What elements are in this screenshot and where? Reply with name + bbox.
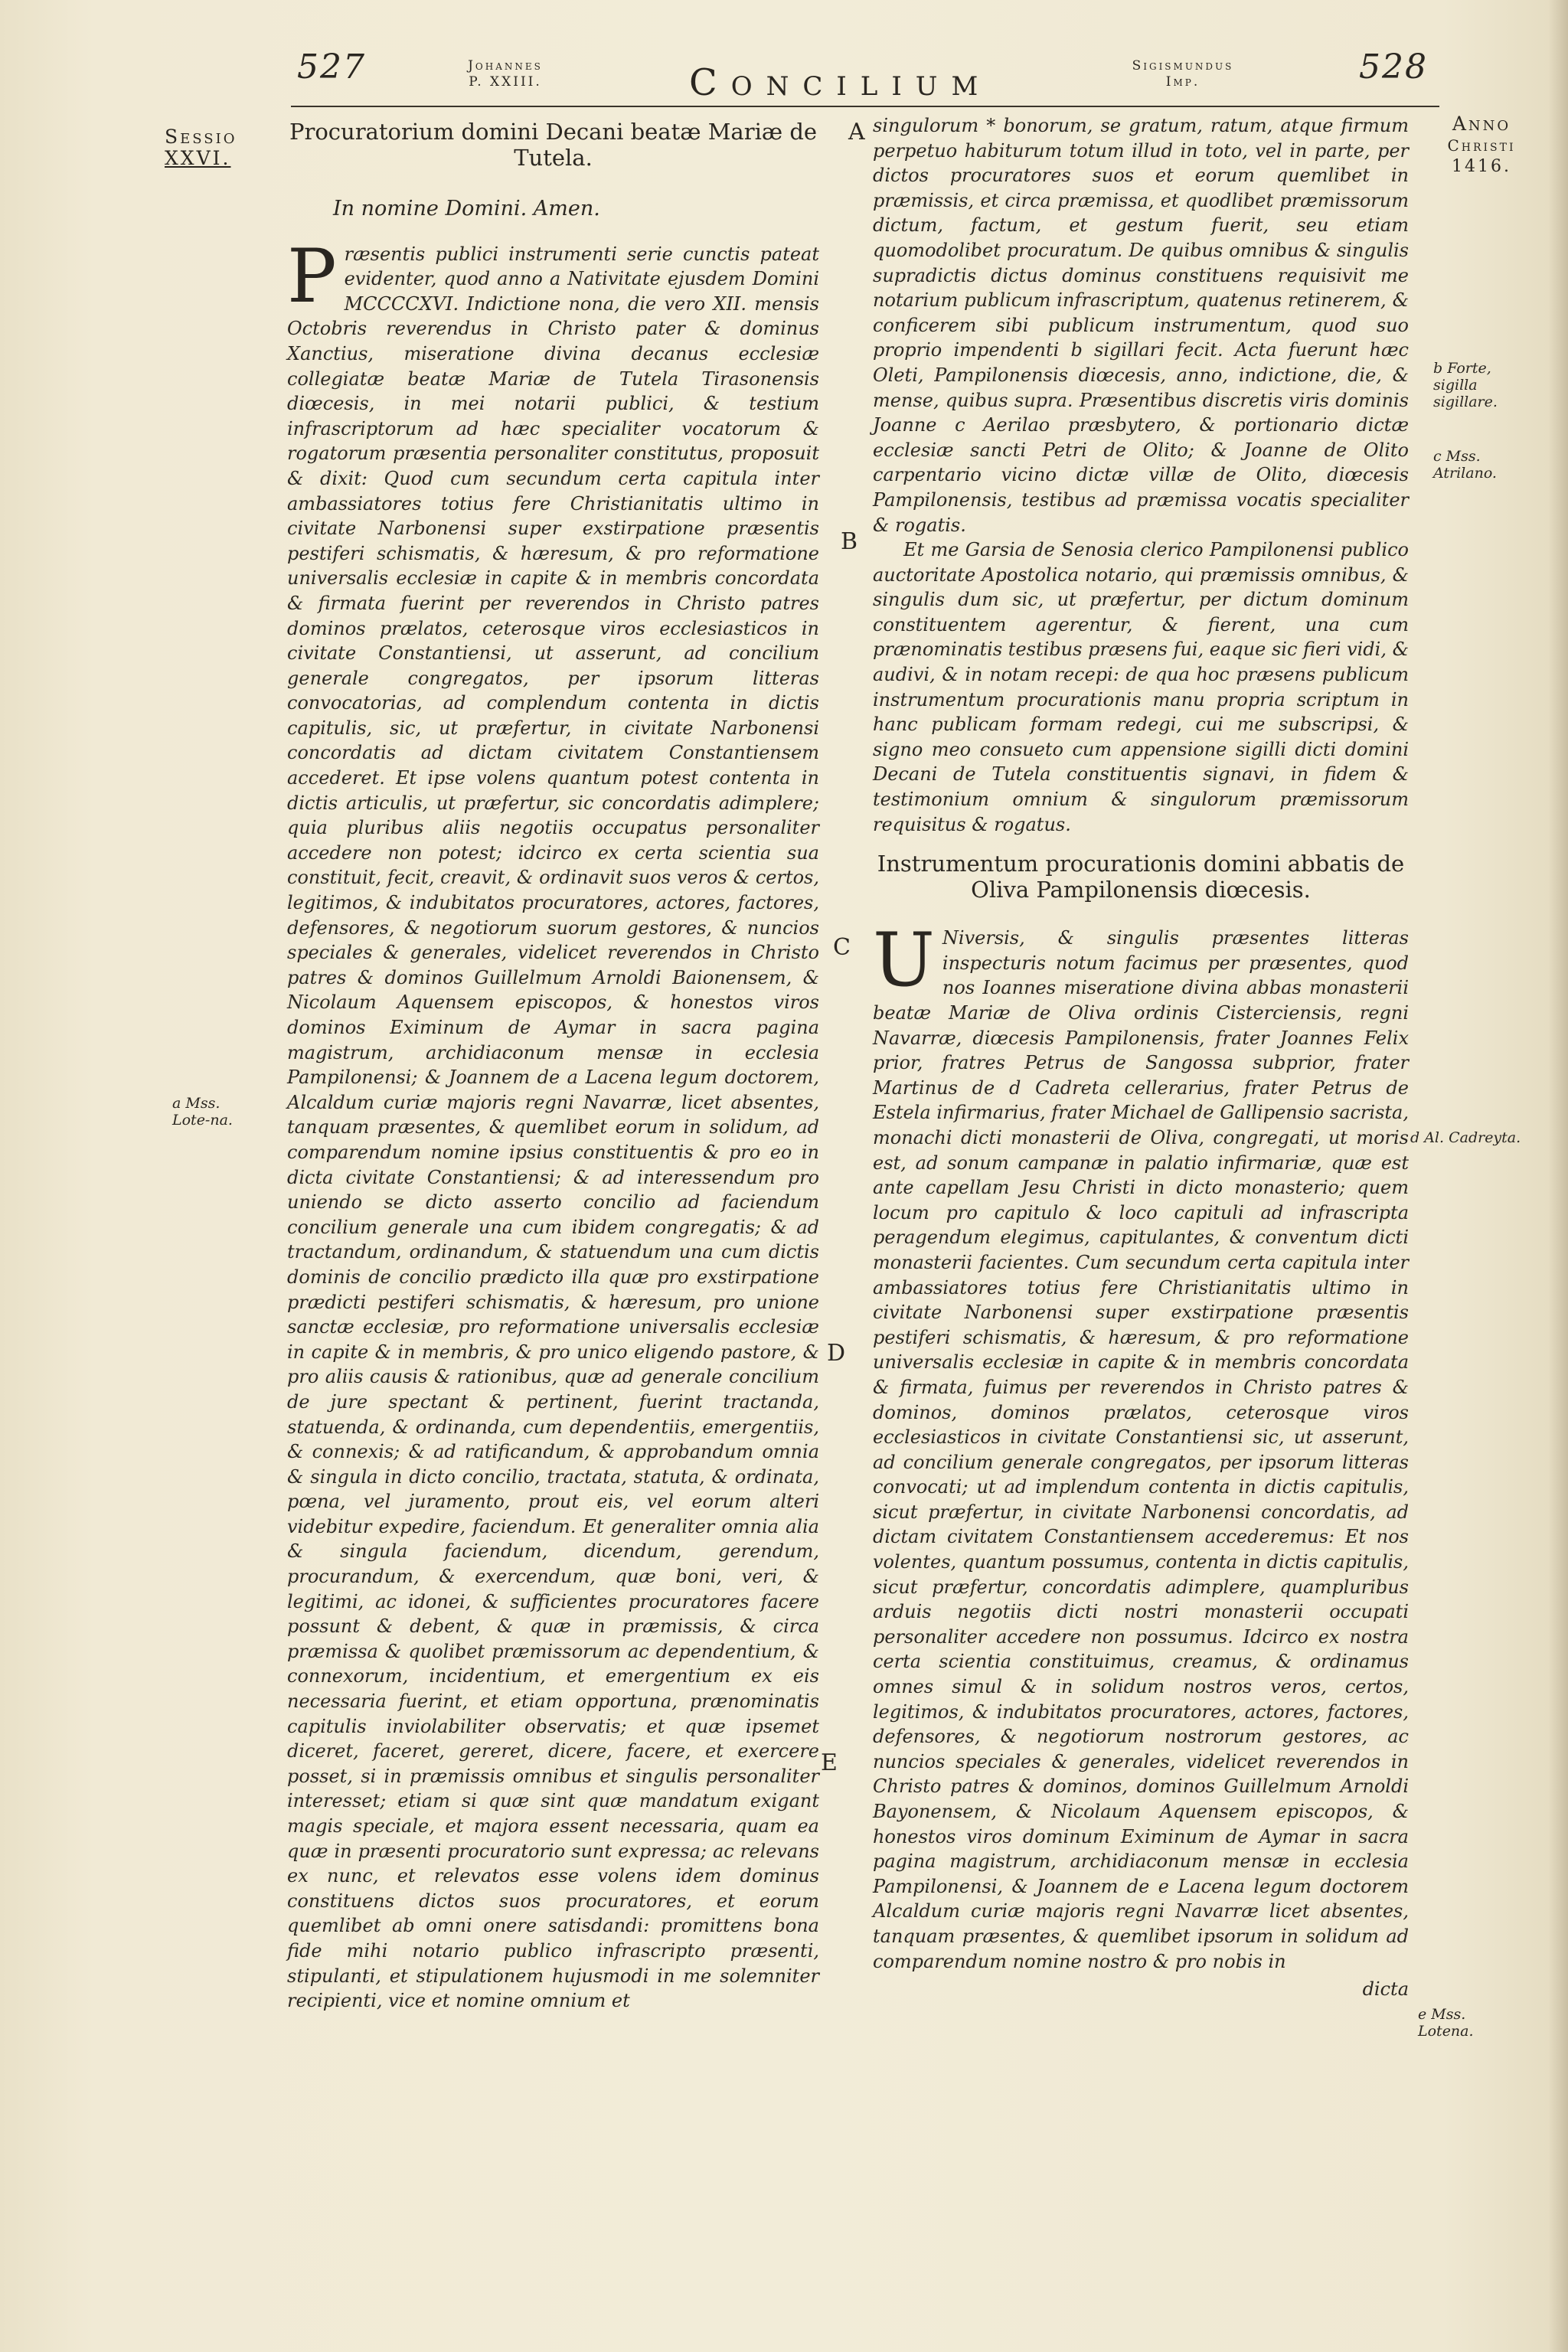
invocation: In nomine Domini. Amen.: [333, 197, 600, 220]
right-column-body-2: [873, 917, 1409, 1974]
catchword: dicta: [1362, 1978, 1409, 2001]
section-title-procuratorium: Procuratorium domini Decani beatæ Mariæ de Tutela.: [289, 119, 818, 171]
margin-note-a: a Mss. Lote-na.: [172, 1095, 233, 1129]
page-gutter-shadow: [1548, 0, 1568, 2352]
running-head-left-line2: P. XXIII.: [469, 74, 542, 90]
page-number-left: 527: [297, 47, 366, 87]
margin-letter-b: B: [841, 528, 858, 555]
right-column: [873, 113, 1409, 2002]
margin-note-e: e Mss. Lotena.: [1418, 2006, 1474, 2040]
margin-anno-label: Anno: [1452, 113, 1511, 135]
margin-letter-c: C: [833, 934, 851, 961]
margin-sessio-number: XXVI.: [165, 147, 231, 169]
running-head-left-line1: Johannes: [468, 58, 543, 74]
running-head-right-line1: Sigismundus: [1132, 58, 1234, 74]
margin-sessio-label: Sessio: [165, 126, 237, 148]
left-column-body: [287, 233, 819, 2014]
margin-note-c: c Mss. Atrilano.: [1433, 448, 1497, 482]
header-rule: [291, 106, 1439, 107]
running-head-right: [1110, 58, 1256, 90]
margin-sessio: [165, 126, 237, 169]
running-title: Concilium: [689, 61, 992, 104]
margin-anno-christi: Christi: [1447, 136, 1516, 155]
margin-letter-a: A: [848, 119, 865, 145]
margin-note-b: b Forte, sigilla sigillare.: [1433, 360, 1498, 410]
dropcap-p: P: [287, 233, 337, 319]
margin-letter-e: E: [821, 1749, 838, 1776]
margin-anno-year: 1416.: [1452, 157, 1511, 176]
section-title-instrumentum: Instrumentum procurationis domini abbatis de Oliva Pampilonensis diœcesis.: [877, 851, 1405, 903]
page-number-right: 528: [1359, 47, 1428, 87]
dropcap-u: U: [873, 917, 935, 1004]
right-column-para-2: Et me Garsia de Senosia clerico Pampilonensi publico auctoritate Apostolica notario, qui præmissis omnibus, & singulis dum sic, ut præfertur, per dictum dominum constituentem agerentur, & fierent, una cum prænominatis testibus præsens fui, eaque sic fieri vidi, & audivi, & in notam recepi: de qua hoc præsens publicum instrumentum procurationis manu propria scriptum in hanc publicam formam redegi, cui me subscripsi, & signo meo consueto cum appensione sigilli dicti domini Decani de Tutela constituentis signavi, in fidem & testimonium omnium & singulorum præmissorum requisitus & rogatus.: [873, 539, 1409, 835]
running-head-left: [448, 58, 563, 90]
left-column-text: ræsentis publici instrumenti serie cunctis pateat evidenter, quod anno a Nativitate ejusdem Domini MCCCCXVI. Indictione nona, die vero XII. mensis Octobris reverendus in Christo pater & dominus Xanctius, miseratione divina decanus ecclesiæ collegiatæ beatæ Mariæ de Tutela Tirasonensis diœcesis, in mei notarii publici, & testium infrascriptorum ad hæc specialiter vocatorum & rogatorum præsentia personaliter constitutus, proposuit & dixit: Quod cum secundum certa capitula inter ambassiatores totius fere Christianitatis ultimo in civitate Narbonensi super exstirpatione præsentis pestiferi schismatis, & hæresum, & pro reformatione universalis ecclesiæ in capite & in membris concordata & firmata fuerint per reverendos in Christo patres dominos prælatos, ceterosque viros ecclesiasticos in civitate Constantiensi, ut asserunt, ad concilium generale congregatos, per ipsorum litteras convocatorias, ad complendum contenta in dictis capitulis, sic, ut præfertur, in civitate Narbonensi concordatis ad dictam civitatem Constantiensem accederet. Et ipse volens quantum potest contenta in dictis articulis, ut præfertur, sic concordatis adimplere; quia pluribus aliis negotiis occupatus personaliter accedere non potest; idcirco ex certa scientia sua constituit, fecit, creavit, & ordinavit suos veros & certos, legitimos, & indubitatos procuratores, actores, factores, defensores, & negotiorum suorum gestores, & nuncios speciales & generales, videlicet reverendos in Christo patres & dominos Guillelmum Arnoldi Baionensem, & Nicolaum Aquensem episcopos, & honestos viros dominos Eximinum de Aymar in sacra pagina magistrum, archidiaconum mensæ in ecclesia Pampilonensi; & Joannem de a Lacena legum doctorem, Alcaldum curiæ majoris regni Navarræ, licet absentes, tanquam præsentes, & quemlibet eorum in solidum, ad comparendum nomine ipsius constituentis & pro eo in dicta civitate Constantiensi; & ad interessendum pro uniendo se dicto asserto concilio ad faciendum concilium generale una cum ibidem congregatis; & ad tractandum, ordinandum, & statuendum una cum dictis dominis de concilio prædicto illa quæ pro exstirpatione prædicti pestiferi schismatis, & hæresum, pro unione sanctæ ecclesiæ, pro reformatione universalis ecclesiæ in capite & in membris, & pro unico eligendo pastore, & pro aliis causis & rationibus, quæ ad generale concilium de jure spectant & pertinent, fuerint tractanda, statuenda, & ordinanda, cum dependentiis, emergentiis, & connexis; & ad ratificandum, & approbandum omnia & singula in dicto concilio, tractata, statuta, & ordinata, pœna, vel juramento, prout eis, vel eorum alteri videbitur expedire, faciendum. Et generaliter omnia alia & singula faciendum, dicendum, gerendum, procurandum, & exercendum, quæ boni, veri, & legitimi, ac idonei, & sufficientes procuratores facere possunt & debent, & quæ in præmissis, & circa præmissa & quolibet præmissorum ac dependentium, & connexorum, incidentium, et emergentium ex eis necessaria fuerint, et etiam opportuna, prænominatis capitulis inviolabiliter observatis; et quæ ipsemet diceret, faceret, gereret, dicere, facere, et exercere posset, si in præmissis omnibus et singulis personaliter interesset; etiam si quæ sint quæ mandatum exigant magis speciale, et majora essent necessaria, quam ea quæ in præsenti procuratorio sunt expressa; ac relevans ex nunc, et relevatos esse volens idem dominus constituens dictos suos procuratores, et eorum quemlibet ab omni onere satisdandi: promittens bona fide mihi notario publico infrascripto præsenti, stipulanti, et stipulationem hujusmodi in me solemniter recipienti, vice et nomine omnium et: [287, 243, 819, 2012]
margin-anno: [1436, 113, 1527, 178]
margin-letter-d: D: [827, 1340, 846, 1367]
right-column-para-1: singulorum * bonorum, se gratum, ratum, atque firmum perpetuo habiturum totum illud in toto, vel in parte, per dictos procuratores suos et eorum quemlibet in præmissis, et circa præmissa, et quodlibet præmissorum dictum, factum, et gestum fuerit, seu etiam quomodolibet procuratum. De quibus omnibus & singulis supradictis dictus dominus constituens requisivit me notarium publicum infrascriptum, quatenus retinerem, & conficerem sibi publicum instrumentum, quod suo proprio impendenti b sigillari fecit. Acta fuerunt hæc Oleti, Pampilonensis diœcesis, anno, indictione, die, & mense, quibus supra. Præsentibus discretis viris dominis Joanne c Aerilao præsbytero, & portionario dictæ ecclesiæ sancti Petri de Olito; & Joanne de Olito carpentario vicino dictæ villæ de Olito, diœcesis Pampilonensis, testibus ad præmissa vocatis specialiter & rogatis.: [873, 115, 1409, 536]
running-head-right-line2: Imp.: [1165, 74, 1200, 90]
left-column: [287, 119, 819, 2014]
right-column-para-3: Niversis, & singulis præsentes litteras inspecturis notum facimus per præsentes, quod nos Ioannes miseratione divina abbas monasterii beatæ Mariæ de Oliva ordinis Cisterciensis, regni Navarræ, diœcesis Pampilonensis, frater Joannes Felix prior, fratres Petrus de Sangossa subprior, frater Martinus de d Cadreta cellerarius, frater Petrus de Estela infirmarius, frater Michael de Gallipensio sacrista, monachi dicti monasterii de Oliva, congregati, ut moris est, ad sonum campanæ in palatio infirmariæ, quæ est ante capellam Jesu Christi in dicto monasterio; quem locum pro capitulo & loco capituli ad infrascripta peragendum elegimus, capitulantes, & conventum dicti monasterii facientes. Cum secundum certa capitula inter ambassiatores totius fere Christianitatis ultimo in civitate Narbonensi super exstirpatione præsentis pestiferi schismatis, & hæresum, & pro reformatione universalis ecclesiæ in capite & in membris concordata & firmata, fuimus per reverendos in Christo patres & dominos, dominos prælatos, ceterosque viros ecclesiasticos in civitate Constantiensi sic, ut asserunt, ad concilium generale congregatos, per ipsorum litteras convocati; ut ad implendum contenta in dictis capitulis, sicut præfertur, in civitate Narbonensi concordatis, ad dictam civitatem Constantiensem accederemus: Et nos volentes, quantum possumus, contenta in dictis capitulis, sicut præfertur, concordatis adimplere, quampluribus arduis negotiis dicti nostri monasterii occupati personaliter accedere non possumus. Idcirco ex nostra certa scientia constituimus, creamus, & ordinamus omnes simul & in solidum nostros veros, certos, legitimos, & indubitatos procuratores, actores, factores, defensores, & negotiorum nostrorum gestores, ac nuncios speciales & generales, videlicet reverendos in Christo patres & dominos, dominos Guillelmum Arnoldi Bayonensem, & Nicolaum Aquensem episcopos, & honestos viros dominum Eximinum de Aymar in sacra pagina magistrum, archidiaconum mensæ in ecclesia Pampilonensi, & Joannem de e Lacena legum doctorem Alcaldum curiæ majoris regni Navarræ licet absentes, tanquam præsentes, & quemlibet ipsorum in solidum ad comparendum nomine nostro & pro nobis in: [873, 927, 1409, 1972]
margin-note-d: d Al. Cadreyta.: [1410, 1129, 1521, 1146]
